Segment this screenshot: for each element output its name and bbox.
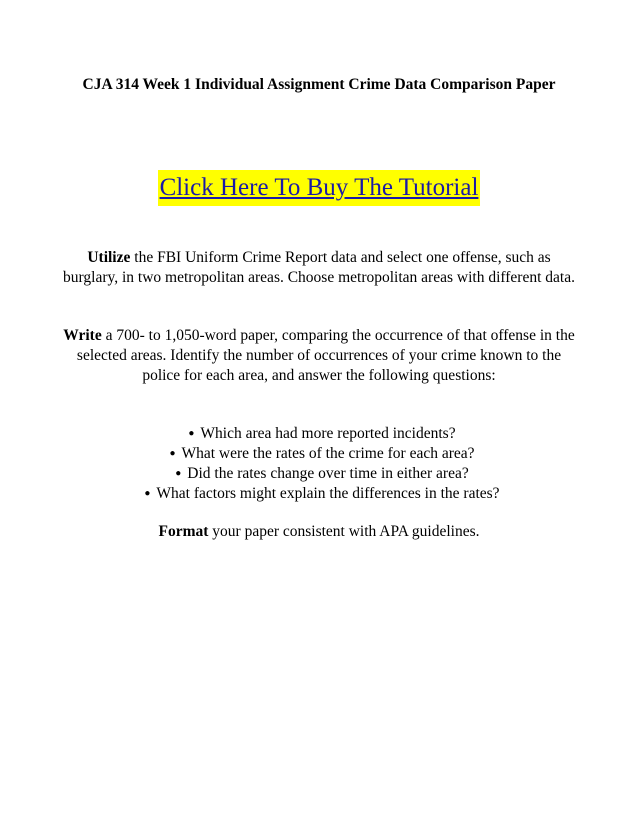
bullet-icon: ● — [175, 468, 182, 479]
bullet-icon: ● — [188, 428, 195, 439]
question-text: Did the rates change over time in either area? — [187, 465, 469, 482]
paragraph-text: your paper consistent with APA guidelines. — [208, 523, 480, 540]
bullet-icon: ● — [144, 488, 151, 499]
paragraph-lead: Utilize — [87, 249, 131, 266]
paragraph-utilize — [60, 248, 578, 288]
paragraph-text: a 700- to 1,050-word paper, comparing the occurrence of that offense in the selected areas. Identify the number of occurrences of your crime known to the police for each area, and answer the following questions: — [76, 327, 575, 384]
list-item — [60, 444, 578, 464]
paragraph-write — [60, 326, 578, 386]
list-item — [60, 484, 578, 504]
question-text: Which area had more reported incidents? — [200, 425, 456, 442]
paragraph-lead: Format — [158, 523, 209, 540]
link-container — [0, 170, 638, 206]
questions-list — [60, 424, 578, 504]
list-item — [60, 464, 578, 484]
bullet-icon: ● — [169, 448, 176, 459]
document-title: CJA 314 Week 1 Individual Assignment Crime Data Comparison Paper — [82, 76, 556, 93]
paragraph-lead: Write — [63, 327, 102, 344]
question-text: What were the rates of the crime for each area? — [181, 445, 475, 462]
paragraph-text: the FBI Uniform Crime Report data and select one offense, such as burglary, in two metropolitan areas. Choose metropolitan areas with different data. — [63, 249, 575, 286]
buy-tutorial-link[interactable]: Click Here To Buy The Tutorial — [158, 170, 481, 206]
list-item — [60, 424, 578, 444]
paragraph-format — [60, 522, 578, 542]
question-text: What factors might explain the differences in the rates? — [156, 485, 500, 502]
